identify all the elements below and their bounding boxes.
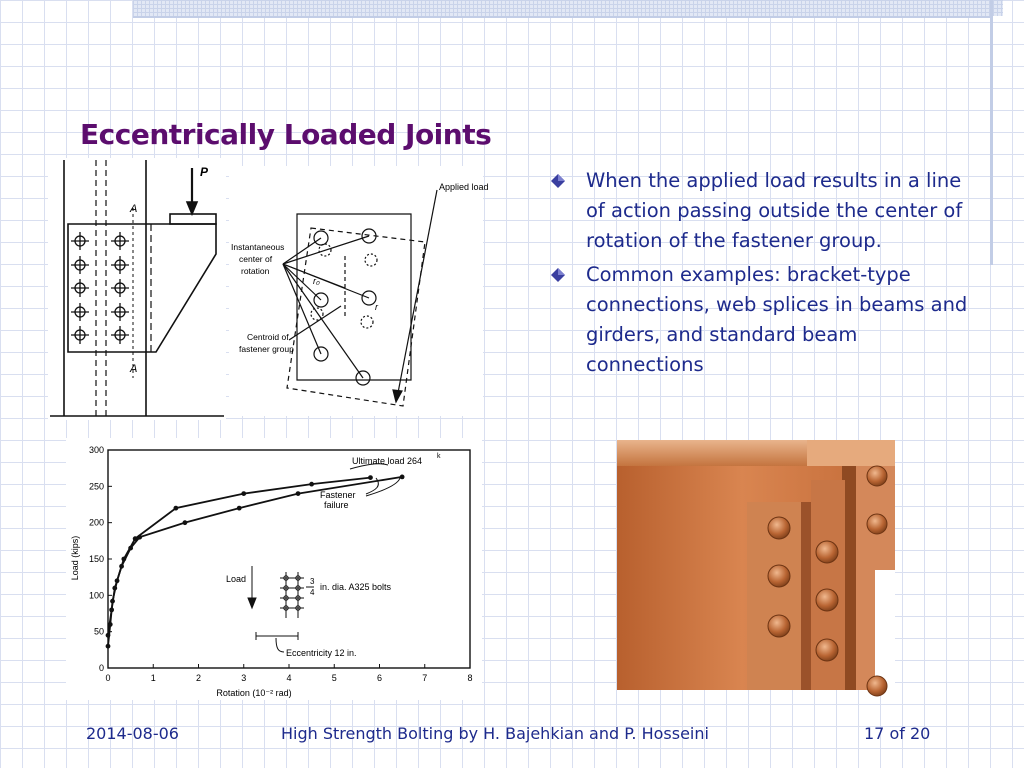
series-point [109, 607, 114, 612]
series-point [173, 506, 178, 511]
x-tick-label: 2 [195, 673, 202, 683]
series-point [237, 506, 242, 511]
ultimate-load-annotation: Ultimate load 264 [352, 456, 423, 466]
bullet-text: Common examples: bracket-type connections, web splices in beams and girders, and standard beam connections [586, 263, 968, 376]
diamond-bullet-icon [551, 268, 565, 282]
bracket-connection-figure [48, 158, 226, 420]
series-point [119, 564, 124, 569]
steel-connection-photo [617, 440, 895, 690]
series-point [241, 491, 246, 496]
chart-x-axis-label: Rotation (10⁻² rad) [216, 688, 292, 698]
right-rule [990, 0, 993, 265]
x-tick-label: 5 [331, 673, 337, 683]
y-tick-label: 250 [88, 481, 104, 492]
applied-load-label: Applied load [439, 182, 489, 192]
bullet-list [548, 166, 968, 384]
load-p-label: P [200, 165, 209, 179]
x-tick-label: 1 [150, 673, 156, 683]
load-rotation-chart-svg [66, 438, 482, 700]
x-tick-label: 7 [422, 673, 428, 683]
fastener-failure-line2: failure [324, 500, 349, 510]
y-tick-label: 200 [88, 517, 104, 528]
footer-page-number: 17 of 20 [864, 724, 931, 743]
top-rule [133, 16, 993, 18]
series-point [296, 491, 301, 496]
y-tick-label: 150 [88, 554, 104, 564]
bullet-item [548, 260, 968, 380]
diamond-bullet-icon [551, 174, 565, 188]
fastener-failure-line1: Fastener [320, 490, 356, 500]
eccentricity-label: Eccentricity 12 in. [286, 648, 357, 658]
series-point [183, 520, 188, 525]
x-tick-label: 4 [286, 673, 292, 683]
top-decorative-band [133, 0, 1003, 16]
series-point [112, 586, 117, 591]
bolt-description: in. dia. A325 bolts [320, 582, 392, 592]
y-tick-label: 300 [88, 445, 104, 455]
series-point [137, 535, 142, 540]
rotation-diagram-figure [229, 166, 489, 416]
bullet-item [548, 166, 968, 256]
series-point [309, 482, 314, 487]
footer-date: 2014-08-06 [86, 724, 179, 743]
series-line-2 [108, 477, 402, 635]
x-tick-label: 3 [241, 673, 247, 683]
y-tick-label: 0 [98, 663, 104, 673]
section-a-top-label: A [130, 203, 138, 215]
section-a-bottom-label: A [130, 363, 138, 375]
chart-y-axis-label: Load (kips) [70, 535, 80, 581]
series-point [106, 633, 111, 638]
footer-caption: High Strength Bolting by H. Bajehkian and P. Hosseini [281, 724, 709, 743]
centroid-label-line2: fastener group [239, 344, 294, 354]
x-tick-label: 8 [467, 673, 473, 683]
bullet-text: When the applied load results in a line of action passing outside the center of rotation of the fastener group. [586, 169, 963, 252]
icr-label-line3: rotation [241, 266, 270, 276]
icr-label-line2: center of [239, 254, 273, 264]
series-point [400, 474, 405, 479]
series-point [106, 644, 111, 649]
ultimate-load-unit: k [437, 453, 441, 460]
load-arrow-label: Load [226, 574, 247, 584]
r0-label: r₀ [313, 276, 320, 286]
icr-label-line1: Instantaneous [231, 242, 285, 252]
y-tick-label: 50 [93, 626, 104, 637]
slide-title: Eccentrically Loaded Joints [80, 118, 492, 151]
x-tick-label: 0 [105, 673, 111, 683]
bolt-dia-numerator: 3 [310, 577, 315, 586]
chart-plot-frame [108, 450, 470, 668]
series-point [368, 475, 373, 480]
y-tick-label: 100 [88, 590, 104, 601]
r-label: r [375, 302, 378, 312]
x-tick-label: 6 [376, 673, 383, 683]
load-rotation-chart [66, 438, 482, 700]
series-point [128, 546, 133, 551]
centroid-label-line1: Centroid of [247, 332, 289, 342]
bolt-dia-denominator: 4 [310, 588, 315, 597]
